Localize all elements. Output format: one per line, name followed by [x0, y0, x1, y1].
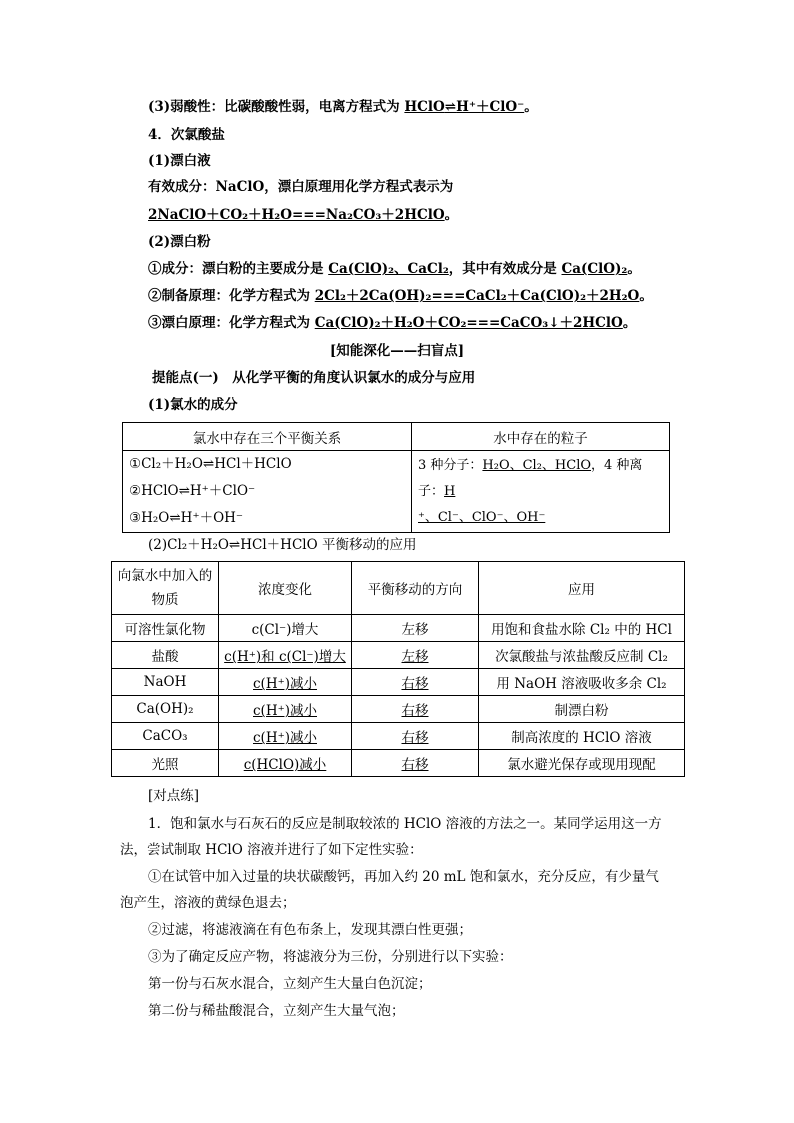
- bleach-powder-principle: ③漂白原理：化学方程式为 Ca(ClO)₂＋H₂O＋CO₂===CaCO₃↓＋2HClO。: [148, 315, 637, 331]
- bleach-liquid-equation: 2NaClO＋CO₂＋H₂O===Na₂CO₃＋2HClO。: [148, 207, 459, 223]
- bleach-liquid-principle: 有效成分：NaClO，漂白原理用化学方程式表示为: [148, 179, 454, 195]
- table-row: 可溶性氯化物 c(Cl⁻)增大 左移 用饱和食盐水除 Cl₂ 中的 HCl: [112, 615, 685, 642]
- question-1-line-2: 法，尝试制取 HClO 溶液并进行了如下定性实验：: [120, 842, 423, 858]
- table2-header-direction: 平衡移动的方向: [352, 562, 479, 615]
- table-row: NaOH c(H⁺)减小 右移 用 NaOH 溶液吸收多余 Cl₂: [112, 669, 685, 696]
- question-1-line-4: 泡产生，溶液的黄绿色退去；: [120, 895, 296, 911]
- table2-header-application: 应用: [479, 562, 685, 615]
- bleach-powder-preparation: ②制备原理：化学方程式为 2Cl₂＋2Ca(OH)₂===CaCl₂＋Ca(ClO)₂＋2H₂O。: [148, 288, 653, 304]
- equilibrium-shift-table: [111, 561, 685, 777]
- equilibrium-1: ①Cl₂＋H₂O⇌HCl＋HClO: [129, 456, 292, 472]
- table2-header-substance: 向氯水中加入的物质: [112, 562, 219, 615]
- table-row: CaCO₃ c(H⁺)减小 右移 制高浓度的 HClO 溶液: [112, 723, 685, 750]
- table1-equilibria-cell: [123, 451, 412, 533]
- equilibrium-2: ②HClO⇌H⁺＋ClO⁻: [129, 483, 256, 499]
- point-heading: 提能点(一) 从化学平衡的角度认识氯水的成分与应用: [152, 370, 476, 386]
- bleach-liquid-heading: (1)漂白液: [148, 153, 211, 169]
- bleach-powder-components: ①成分：漂白粉的主要成分是 Ca(ClO)₂、CaCl₂，其中有效成分是 Ca(ClO)₂。: [148, 261, 641, 277]
- section-title: [知能深化——扫盲点]: [329, 343, 465, 359]
- table2-header-concentration: 浓度变化: [219, 562, 352, 615]
- equilibrium-3: ③H₂O⇌H⁺＋OH⁻: [129, 510, 244, 526]
- equilibrium-shift-heading: (2)Cl₂＋H₂O⇌HCl＋HClO 平衡移动的应用: [148, 537, 417, 553]
- practice-heading: [对点练]: [148, 788, 200, 804]
- chlorine-water-components-heading: (1)氯水的成分: [148, 397, 238, 413]
- question-1-line-1: 1．饱和氯水与石灰石的反应是制取较浓的 HClO 溶液的方法之一。某同学运用这一方: [148, 816, 662, 832]
- table-row: Ca(OH)₂ c(H⁺)减小 右移 制漂白粉: [112, 696, 685, 723]
- question-1-line-3: ①在试管中加入过量的块状碳酸钙，再加入约 20 mL 饱和氯水，充分反应，有少量气: [148, 869, 659, 885]
- table-row: 盐酸 c(H⁺)和 c(Cl⁻)增大 左移 次氯酸盐与浓盐酸反应制 Cl₂: [112, 642, 685, 669]
- weak-acid-line: (3)弱酸性：比碳酸酸性弱，电离方程式为 HClO⇌H⁺＋ClO⁻。: [148, 99, 538, 115]
- question-1-line-8: 第二份与稀盐酸混合，立刻产生大量气泡；: [148, 1003, 405, 1019]
- table1-particles-cell: 3 种分子：H₂O、Cl₂、HClO，4 种离子：H ⁺、Cl⁻、ClO⁻、OH⁻: [412, 451, 670, 533]
- question-1-line-5: ②过滤，将滤液滴在有色布条上，发现其漂白性更强；: [148, 922, 472, 938]
- table1-header-particles: 水中存在的粒子: [412, 423, 670, 451]
- question-1-line-7: 第一份与石灰水混合，立刻产生大量白色沉淀；: [148, 976, 432, 992]
- question-1-line-6: ③为了确定反应产物，将滤液分为三份，分别进行以下实验：: [148, 949, 513, 965]
- hypochlorite-heading: 4．次氯酸盐: [148, 127, 225, 143]
- chlorine-water-components-table: [122, 422, 670, 533]
- table1-header-equilibria: 氯水中存在三个平衡关系: [123, 423, 412, 451]
- bleach-powder-heading: (2)漂白粉: [148, 234, 211, 250]
- table-row: 光照 c(HClO)减小 右移 氯水避光保存或现用现配: [112, 750, 685, 777]
